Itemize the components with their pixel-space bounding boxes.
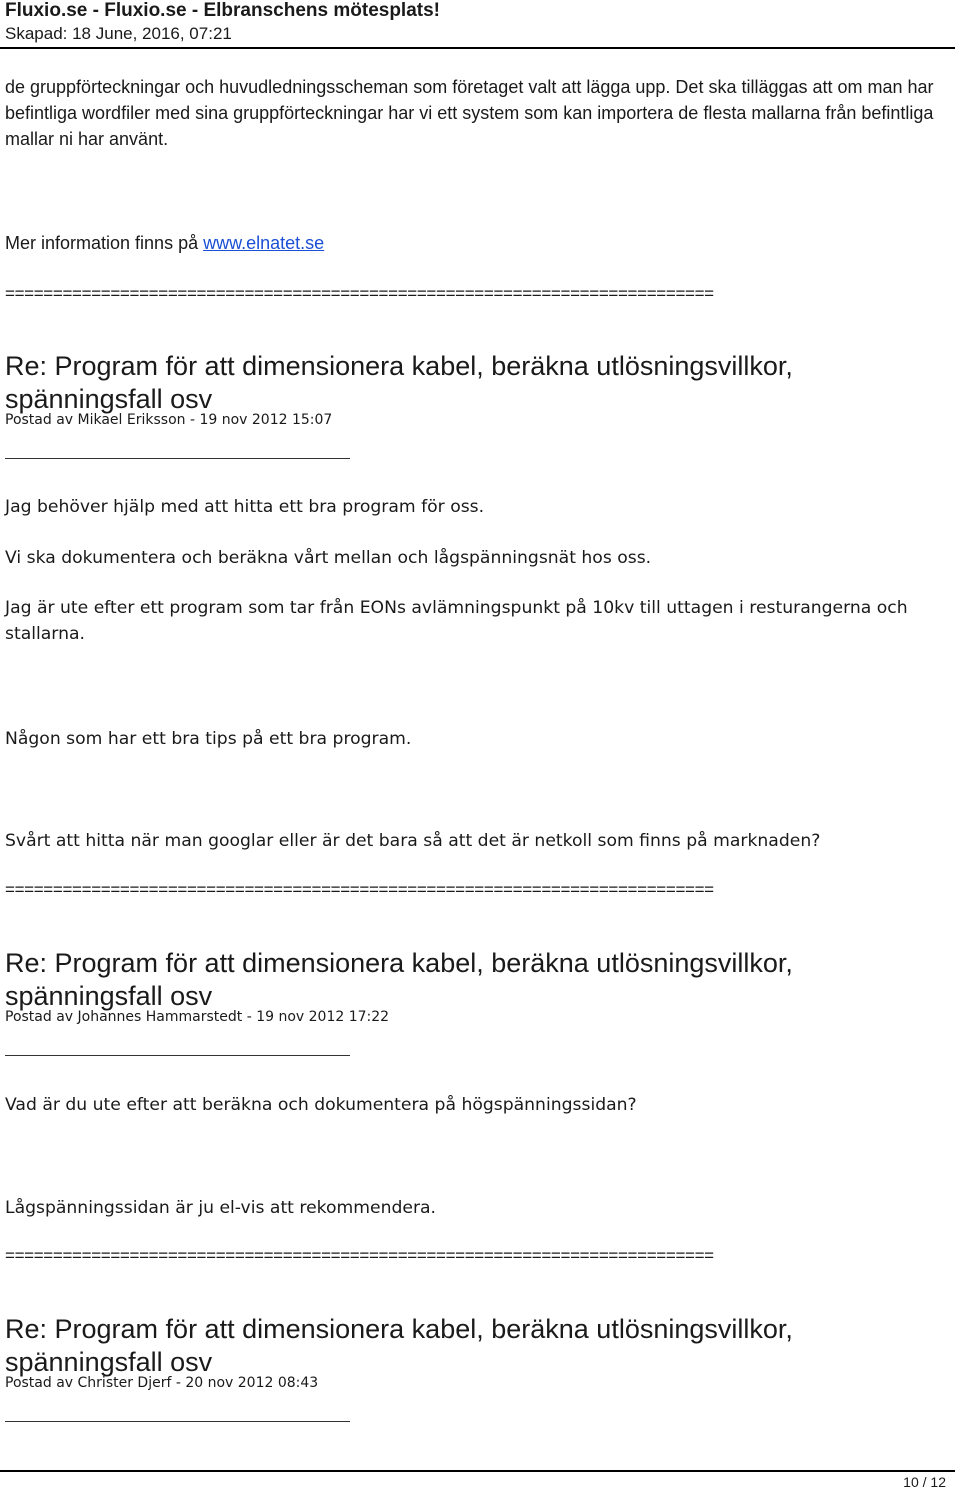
post-meta: Postad av Mikael Eriksson - 19 nov 2012 15:07 xyxy=(5,412,333,428)
elnatet-link[interactable]: www.elnatet.se xyxy=(203,233,325,253)
post-paragraph: Lågspänningssidan är ju el-vis att rekommendera. xyxy=(5,1198,437,1218)
separator-line: ========================================================================== xyxy=(5,284,714,303)
post-paragraph: Vi ska dokumentera och beräkna vårt mellan och lågspänningsnät hos oss. xyxy=(5,548,652,568)
post-paragraph: Jag behöver hjälp med att hitta ett bra program för oss. xyxy=(5,497,485,517)
post-paragraph: Någon som har ett bra tips på ett bra program. xyxy=(5,729,412,749)
post-meta: Postad av Johannes Hammarstedt - 19 nov 2012 17:22 xyxy=(5,1009,390,1025)
post-title: Re: Program för att dimensionera kabel, beräkna utlösningsvillkor, spänningsfall osv xyxy=(5,351,793,414)
post xyxy=(5,350,955,428)
page-number: 10 / 12 xyxy=(903,1474,946,1490)
post-title: Re: Program för att dimensionera kabel, beräkna utlösningsvillkor, spänningsfall osv xyxy=(5,948,793,1011)
site-title: Fluxio.se - Fluxio.se - Elbranschens mötesplats! xyxy=(5,0,440,21)
intro-paragraph: de gruppförteckningar och huvudledningsscheman som företaget valt att lägga upp. Det ska tilläggas att om man har befintliga wordfiler med sina gruppförteckningar har vi ett system som kan importera de flesta mallarna från befintliga mallar ni har använt. xyxy=(5,77,934,149)
post-meta-divider xyxy=(5,1421,350,1422)
post-title: Re: Program för att dimensionera kabel, beräkna utlösningsvillkor, spänningsfall osv xyxy=(5,1314,793,1377)
post-meta: Postad av Christer Djerf - 20 nov 2012 08:43 xyxy=(5,1375,319,1391)
post-paragraph: Svårt att hitta när man googlar eller är det bara så att det är netkoll som finns på marknaden? xyxy=(5,831,821,851)
more-info-line xyxy=(5,230,324,256)
post-meta-divider xyxy=(5,1055,350,1056)
post xyxy=(5,1313,955,1391)
footer-divider xyxy=(0,1470,955,1472)
post xyxy=(5,947,955,1025)
post-meta-divider xyxy=(5,458,350,459)
separator-line: ========================================================================== xyxy=(5,1246,714,1265)
post-paragraph: Vad är du ute efter att beräkna och dokumentera på högspänningssidan? xyxy=(5,1095,637,1115)
separator-line: ========================================================================== xyxy=(5,880,714,899)
more-info-label: Mer information finns på xyxy=(5,233,199,253)
post-paragraph: Jag är ute efter ett program som tar från EONs avlämningspunkt på 10kv till uttagen i resturangerna och stallarna. xyxy=(5,598,908,644)
header-divider xyxy=(0,47,955,49)
created-timestamp: Skapad: 18 June, 2016, 07:21 xyxy=(5,24,232,43)
page-header xyxy=(5,0,955,45)
